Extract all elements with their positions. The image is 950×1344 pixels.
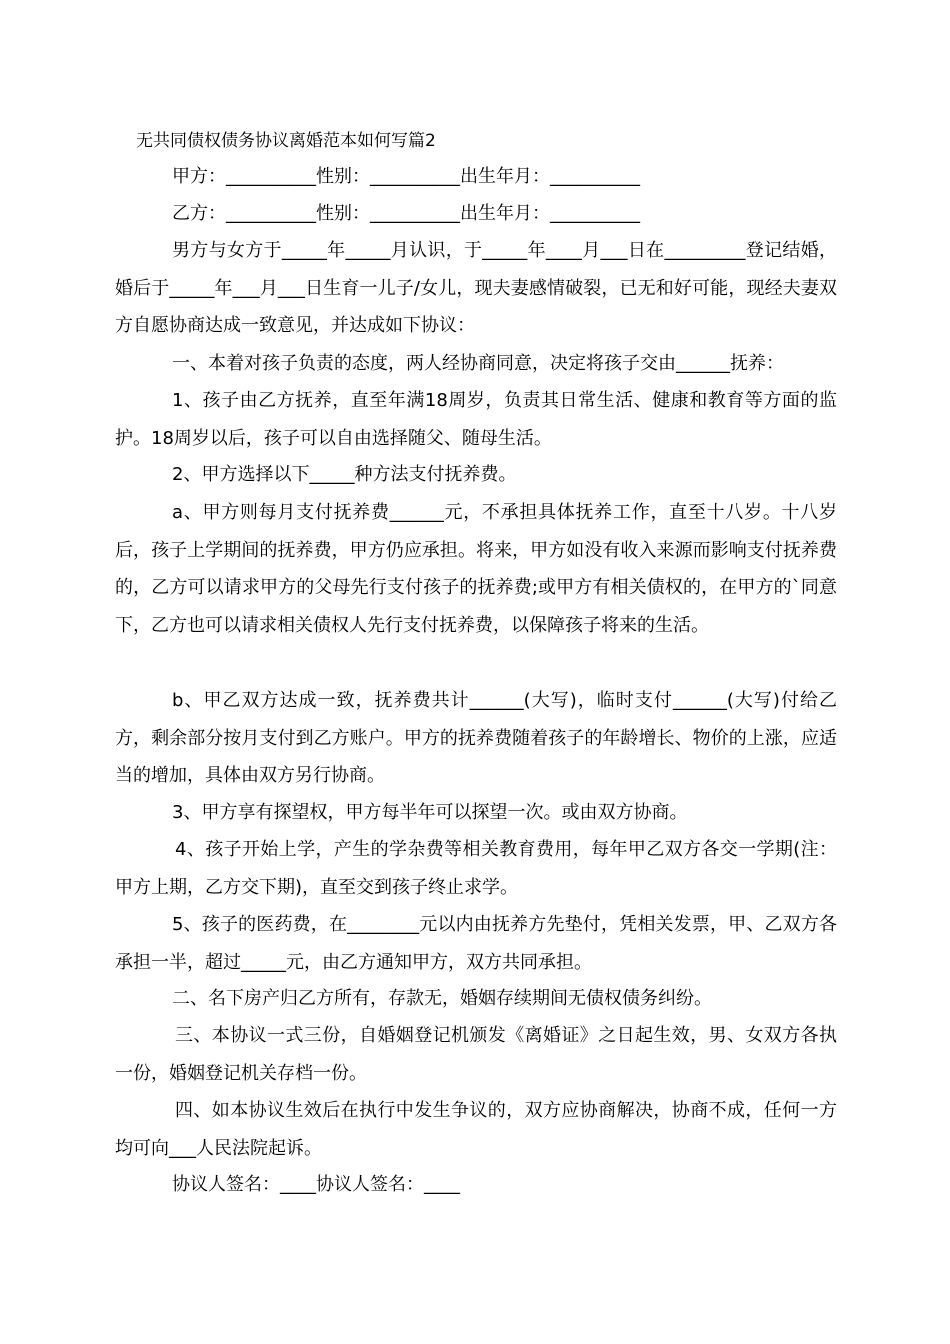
item-5-paragraph: 5、孩子的医药费，在________元以内由抚养方先垫付，凭相关发票，甲、乙双方各承担一半，超过_____元，由乙方通知甲方，双方共同承担。 <box>115 914 837 973</box>
party-b-line: 乙方：__________性别：__________出生年月：__________ <box>172 203 640 224</box>
item-a-paragraph: a、甲方则每月支付抚养费______元，不承担具体抚养工作，直至十八岁。十八岁后，孩子上学期间的抚养费，甲方仍应承担。将来，甲方如没有收入来源而影响支付抚养费的，乙方可以请求甲方的父母先行支付孩子的抚养费;或甲方有相关债权的，在甲方的`同意下，乙方也可以请求相关债权人先行支付抚养费，以保障孩子将来的生活。 <box>115 502 837 636</box>
item-1-paragraph: 1、孩子由乙方抚养，直至年满18周岁，负责其日常生活、健康和教育等方面的监护。18周岁以后，孩子可以自由选择随父、随母生活。 <box>115 390 837 449</box>
clause-2-paragraph: 二、名下房产归乙方所有，存款无，婚姻存续期间无债权债务纠纷。 <box>172 988 712 1009</box>
intro-paragraph: 男方与女方于_____年_____月认识，于_____年____月___日在_________登记结婚，婚后于_____年___月___日生育一儿子/女儿，现夫妻感情破裂，已无和好可能，现经夫妻双方自愿协商达成一致意见，并达成如下协议： <box>115 240 837 336</box>
signature-line: 协议人签名：____协议人签名：____ <box>172 1174 460 1195</box>
clause-1-paragraph: 一、本着对孩子负责的态度，两人经协商同意，决定将孩子交由______抚养： <box>172 353 784 374</box>
item-b-paragraph: b、甲乙双方达成一致，抚养费共计______(大写)，临时支付______(大写)付给乙方，剩余部分按月支付到乙方账户。甲方的抚养费随着孩子的年龄增长、物价的上涨，应适当的增加，具体由双方另行协商。 <box>115 690 837 786</box>
item-2-paragraph: 2、甲方选择以下_____种方法支付抚养费。 <box>172 464 517 485</box>
clause-4-paragraph: 四、如本协议生效后在执行中发生争议的，双方应协商解决，协商不成，任何一方均可向___人民法院起诉。 <box>115 1100 837 1159</box>
clause-3-paragraph: 三、本协议一式三份，自婚姻登记机颁发《离婚证》之日起生效，男、女双方各执一份，婚姻登记机关存档一份。 <box>115 1025 837 1084</box>
item-4-paragraph: 4、孩子开始上学，产生的学杂费等相关教育费用，每年甲乙双方各交一学期(注：甲方上期，乙方交下期)，直至交到孩子终止求学。 <box>115 839 837 898</box>
party-a-line: 甲方：__________性别：__________出生年月：__________ <box>172 166 640 187</box>
item-3-paragraph: 3、甲方享有探望权，甲方每半年可以探望一次。或由双方协商。 <box>172 802 688 823</box>
document-title: 无共同债权债务协议离婚范本如何写篇2 <box>136 131 436 151</box>
